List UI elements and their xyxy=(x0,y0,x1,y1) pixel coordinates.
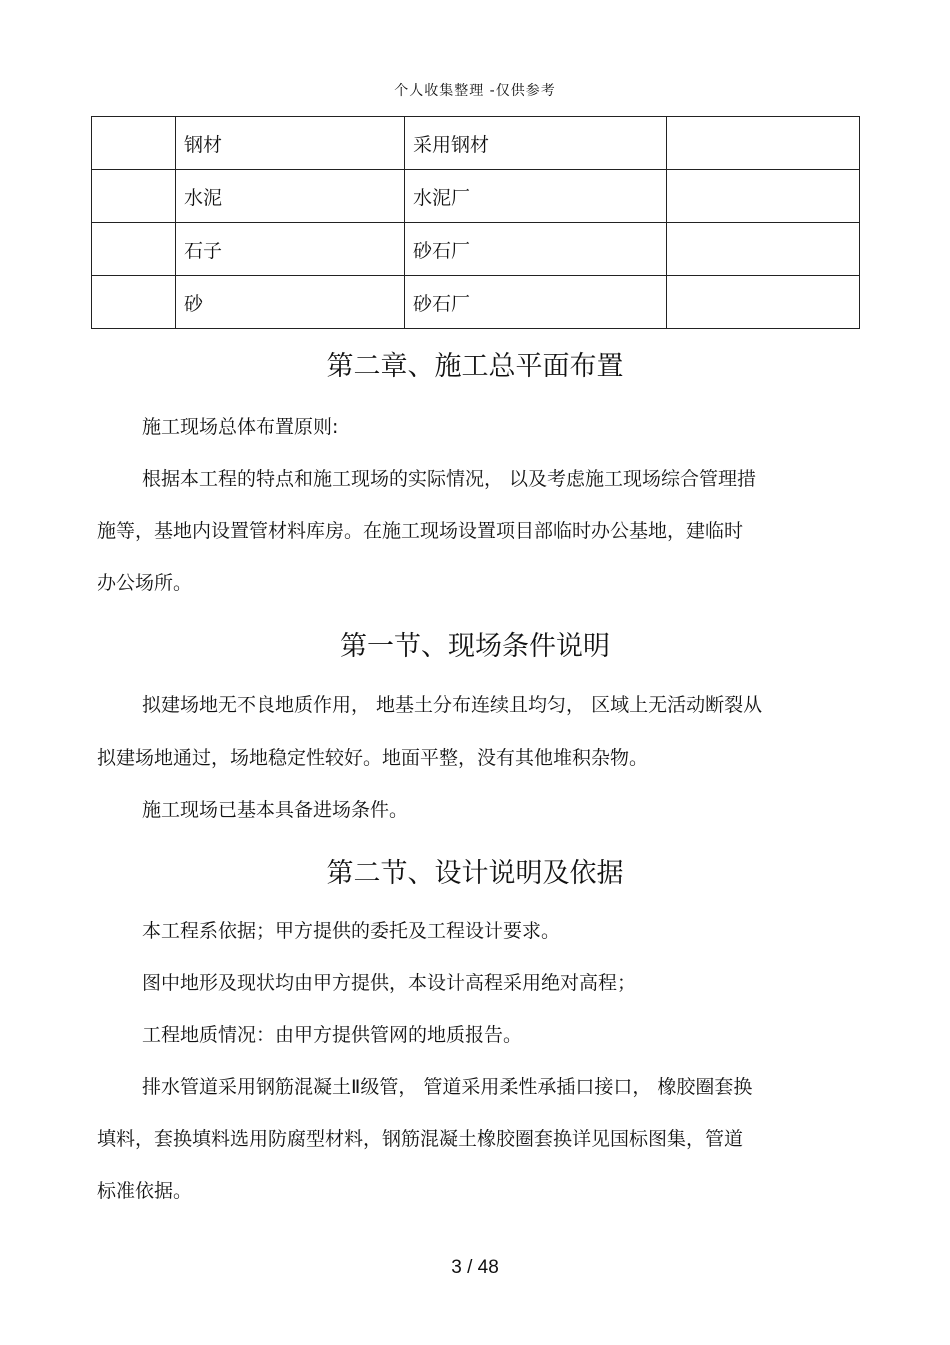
paragraph-line: 拟建场地通过，场地稳定性较好。地面平整，没有其他堆积杂物。 xyxy=(97,747,649,769)
table-cell xyxy=(667,117,860,170)
paragraph-line: 拟建场地无不良地质作用， 地基土分布连续且均匀， 区域上无活动断裂从 xyxy=(142,694,763,716)
materials-table xyxy=(91,116,860,329)
table-cell xyxy=(667,223,860,276)
table-cell: 砂 xyxy=(176,276,405,329)
paragraph: 图中地形及现状均由甲方提供，本设计高程采用绝对高程； xyxy=(142,972,637,994)
page-header: 个人收集整理 -仅供参考 xyxy=(394,83,556,99)
table-cell xyxy=(92,117,176,170)
table-cell xyxy=(92,170,176,223)
table-cell: 砂石厂 xyxy=(405,276,667,329)
table-cell xyxy=(667,170,860,223)
paragraph: 施工现场总体布置原则: xyxy=(142,416,339,438)
paragraph-line: 填料，套换填料选用防腐型材料，钢筋混凝土橡胶圈套换详见国标图集，管道 xyxy=(97,1128,744,1150)
table-cell: 砂石厂 xyxy=(405,223,667,276)
section-title: 第一节、现场条件说明 xyxy=(340,631,610,662)
table-cell: 水泥厂 xyxy=(405,170,667,223)
paragraph: 施工现场已基本具备进场条件。 xyxy=(142,799,409,821)
table-cell xyxy=(667,276,860,329)
paragraph-line: 根据本工程的特点和施工现场的实际情况， 以及考虑施工现场综合管理措 xyxy=(142,468,757,490)
paragraph-line: 标准依据。 xyxy=(97,1180,193,1202)
table-cell: 采用钢材 xyxy=(405,117,667,170)
table-cell xyxy=(92,223,176,276)
paragraph-line: 排水管道采用钢筋混凝土Ⅱ级管， 管道采用柔性承插口接口， 橡胶圈套换 xyxy=(142,1076,753,1098)
paragraph: 本工程系依据；甲方提供的委托及工程设计要求。 xyxy=(142,920,561,942)
table-row xyxy=(92,117,860,170)
table-row xyxy=(92,170,860,223)
table-row xyxy=(92,223,860,276)
paragraph-line: 办公场所。 xyxy=(97,572,193,594)
section-title: 第二节、设计说明及依据 xyxy=(326,858,624,889)
table-cell: 石子 xyxy=(176,223,405,276)
table-cell xyxy=(92,276,176,329)
chapter-title: 第二章、施工总平面布置 xyxy=(326,351,624,382)
paragraph: 工程地质情况：由甲方提供管网的地质报告。 xyxy=(142,1024,523,1046)
paragraph-line: 施等，基地内设置管材料库房。在施工现场设置项目部临时办公基地，建临时 xyxy=(97,520,744,542)
page-number: 3 / 48 xyxy=(451,1257,499,1278)
table-cell: 水泥 xyxy=(176,170,405,223)
table-row xyxy=(92,276,860,329)
table-cell: 钢材 xyxy=(176,117,405,170)
